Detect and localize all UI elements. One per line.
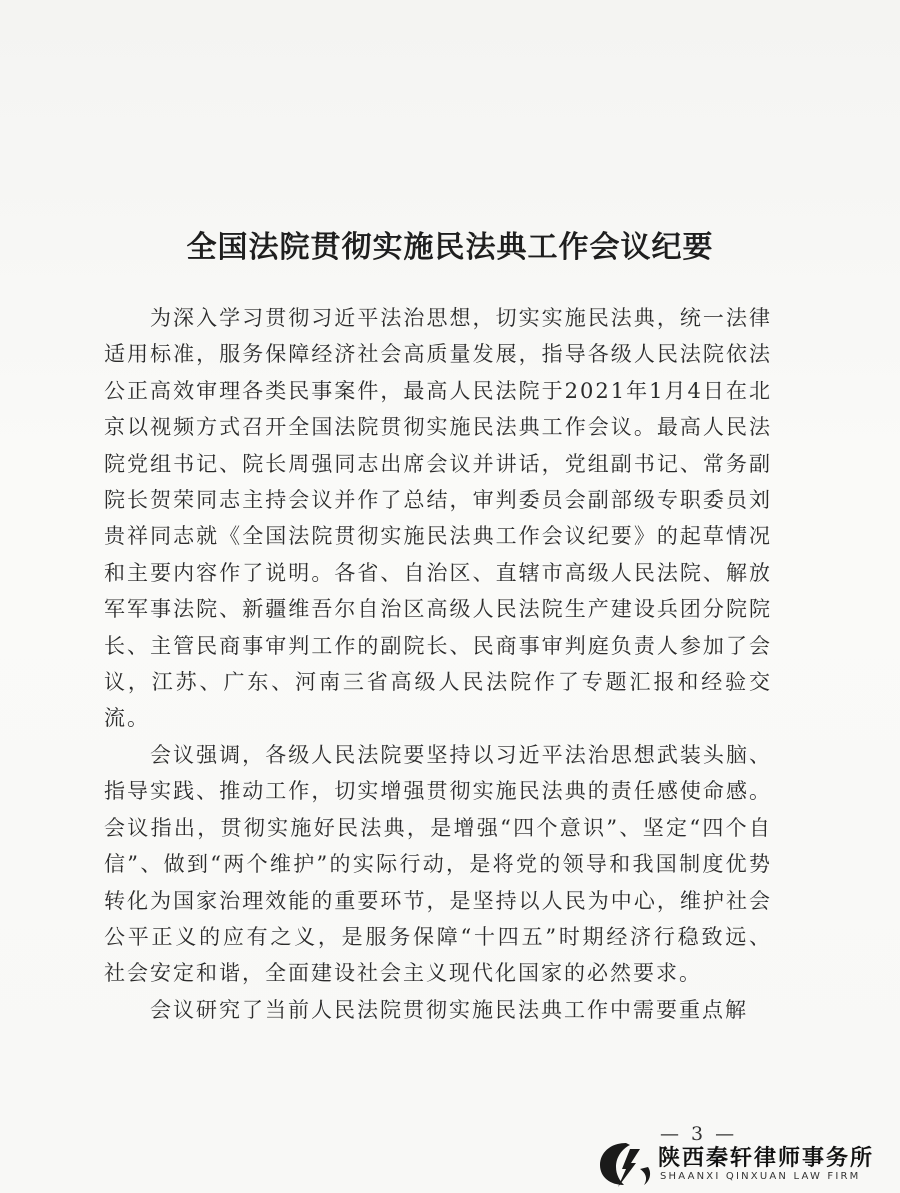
paragraph-2: 会议强调，各级人民法院要坚持以习近平法治思想武装头脑、指导实践、推动工作，切实增强贯彻实施民法典的责任感使命感。会议指出，贯彻实施好民法典，是增强“四个意识”、坚定“四个自信”、做到“两个维护”的实际行动，是将党的领导和我国制度优势转化为国家治理效能的重要环节，是坚持以人民为中心，维护社会公平正义的应有之义，是服务保障“十四五”时期经济行稳致远、社会安定和谐，全面建设社会主义现代化国家的必然要求。 [104,742,772,986]
law-firm-logo-icon [596,1139,654,1189]
document-title: 全国法院贯彻实施民法典工作会议纪要 [186,230,714,265]
paragraph-3: 会议研究了当前人民法院贯彻实施民法典工作中需要重点解 [150,997,748,1022]
law-firm-name-en: SHAANXI QINXUAN LAW FIRM [660,1171,861,1182]
page-number: — 3 — [660,1123,738,1145]
law-firm-name-cn: 陕西秦轩律师事务所 [658,1146,875,1171]
paragraph-1: 为深入学习贯彻习近平法治思想，切实实施民法典，统一法律适用标准，服务保障经济社会高质量发展，指导各级人民法院依法公正高效审理各类民事案件，最高人民法院于2021年1月4日在北京以视频方式召开全国法院贯彻实施民法典工作会议。最高人民法院党组书记、院长周强同志出席会议并讲话，党组副书记、常务副院长贺荣同志主持会议并作了总结，审判委员会副部级专职委员刘贵祥同志就《全国法院贯彻实施民法典工作会议纪要》的起草情况和主要内容作了说明。各省、自治区、直辖市高级人民法院、解放军军事法院、新疆维吾尔自治区高级人民法院生产建设兵团分院院长、主管民商事审判工作的副院长、民商事审判庭负责人参加了会议，江苏、广东、河南三省高级人民法院作了专题汇报和经验交流。 [104,306,772,731]
law-firm-watermark [596,1137,875,1189]
document-body [104,300,772,1028]
